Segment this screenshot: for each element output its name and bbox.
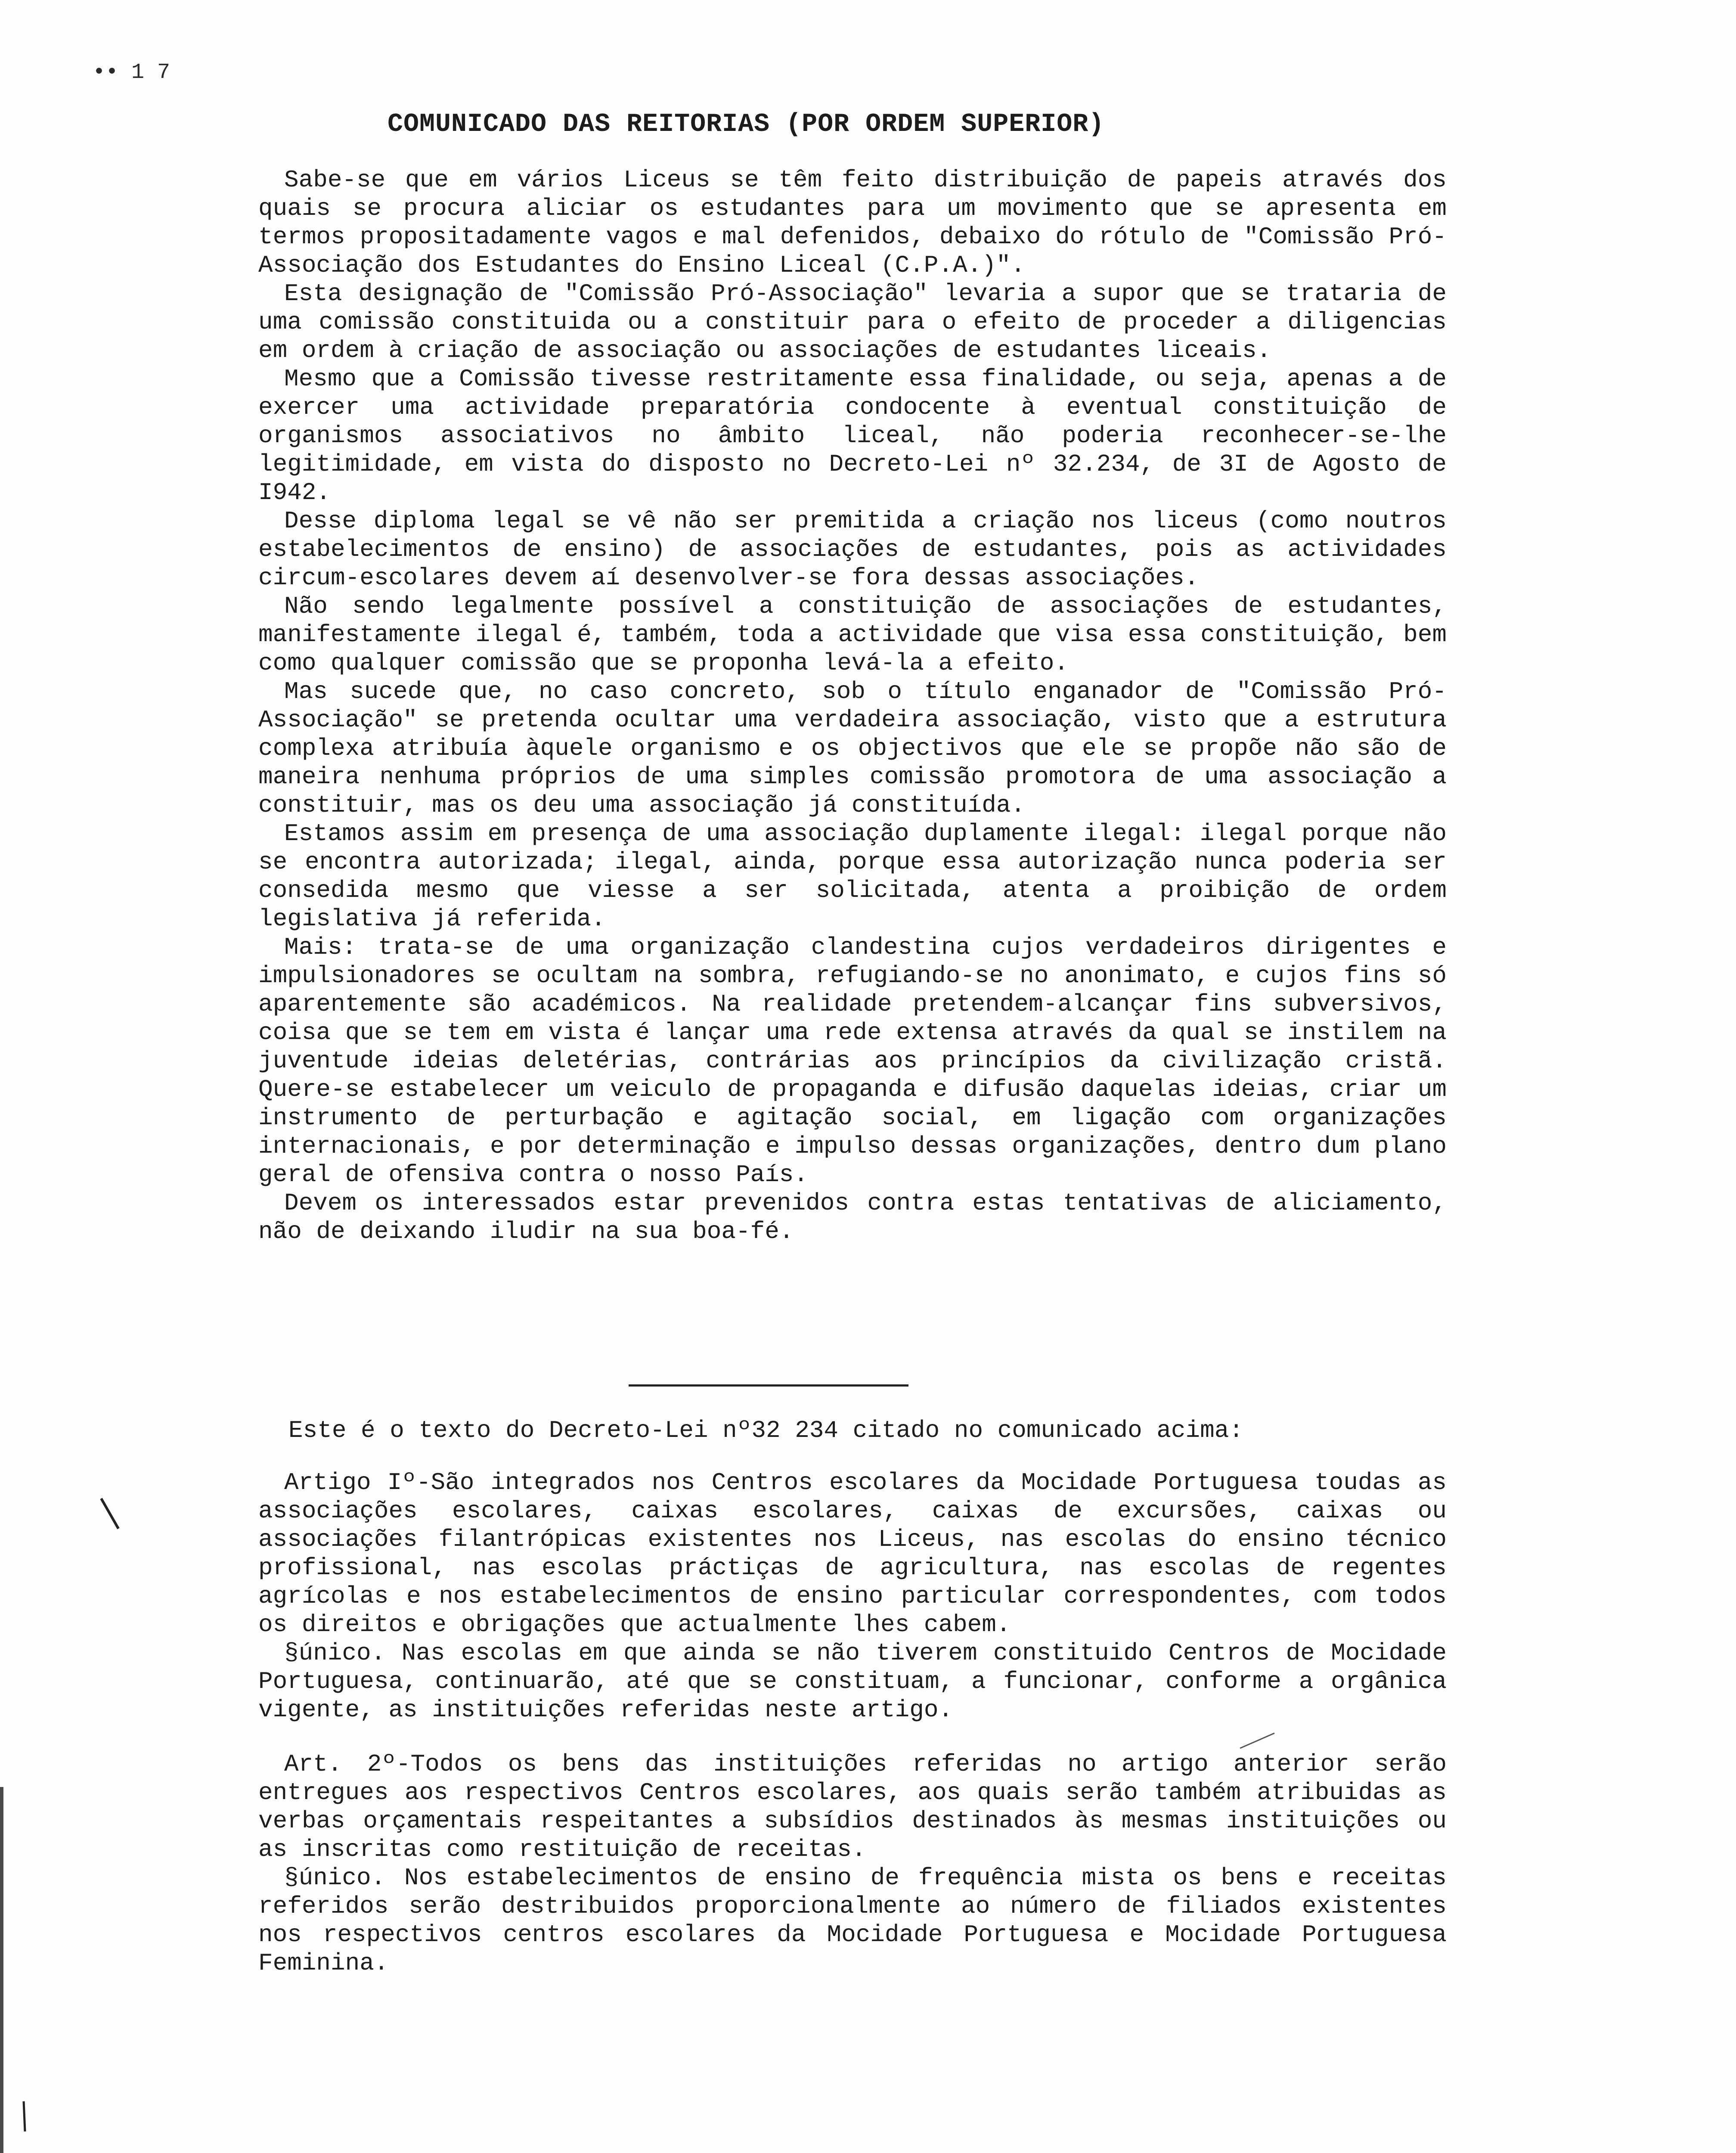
- communique-paragraph: Esta designação de "Comissão Pró-Associação" levaria a supor que se trataria de uma comissão constituida ou a constituir para o efeito de proceder a diligencias em ordem à criação de associação ou associações de estudantes liceais.: [258, 280, 1447, 364]
- communique-paragraph: Mas sucede que, no caso concreto, sob o título enganador de "Comissão Pró-Associação" se pretenda ocultar uma verdadeira associação, visto que a estrutura complexa atribuía àquele organismo e os objectivos que ele se propõe não são de maneira nenhuma próprios de uma simples comissão promotora de uma associação a constituir, mas os deu uma associação já constituída.: [258, 678, 1447, 819]
- article-text: Art. 2º-Todos os bens das instituições referidas no artigo anterior serão entregues aos respectivos Centros escolares, aos quais serão também atribuidas as verbas orçamentais respeitantes a subsídios destinados às mesmas instituições ou as inscritas como restituição de receitas.: [258, 1750, 1447, 1863]
- communique-paragraph: Mais: trata-se de uma organização clandestina cujos verdadeiros dirigentes e impulsionadores se ocultam na sombra, refugiando-se no anonimato, e cujos fins só aparentemente são académicos. Na realidade pretendem-alcançar fins subversivos, coisa que se tem em vista é lançar uma rede extensa através da qual se instilem na juventude ideias deletérias, contrárias aos princípios da civilização cristã. Quere-se estabelecer um veiculo de propaganda e difusão daquelas ideias, criar um instrumento de perturbação e agitação social, em ligação com organizações internacionais, e por determinação e impulso dessas organizações, dentro dum plano geral de ofensiva contra o nosso País.: [258, 934, 1447, 1188]
- article-unico: §único. Nas escolas em que ainda se não tiverem constituido Centros de Mocidade Portuguesa, continuarão, até que se constituam, a funcionar, conforme a orgânica vigente, as instituições referidas neste artigo.: [258, 1639, 1447, 1724]
- communique-paragraph: Não sendo legalmente possível a constituição de associações de estudantes, manifestamente ilegal é, também, toda a actividade que visa essa constituição, bem como qualquer comissão que se proponha levá-la a efeito.: [258, 593, 1447, 677]
- section-divider: [629, 1384, 908, 1387]
- communique-body: [258, 166, 1447, 1246]
- communique-paragraph: Estamos assim em presença de uma associação duplamente ilegal: ilegal porque não se encontra autorizada; ilegal, ainda, porque essa autorização nunca poderia ser consedida mesmo que viesse a ser solicitada, atenta a proibição de ordem legislativa já referida.: [258, 820, 1447, 933]
- communique-paragraph: Sabe-se que em vários Liceus se têm feito distribuição de papeis através dos quais se procura aliciar os estudantes para um movimento que se apresenta em termos propositadamente vagos e mal defenidos, debaixo do rótulo de "Comissão Pró-Associação dos Estudantes do Ensino Liceal (C.P.A.)".: [258, 166, 1447, 279]
- decree-article: [258, 1468, 1447, 1724]
- stray-stroke: [101, 1498, 118, 1529]
- article-text: Artigo Iº-São integrados nos Centros escolares da Mocidade Portuguesa toudas as associações escolares, caixas escolares, caixas de excursões, caixas ou associações filantrópicas existentes nos Liceus, nas escolas do ensino técnico profissional, nas escolas práctiças de agricultura, nas escolas de regentes agrícolas e nos estabelecimentos de ensino particular correspondentes, com todos os direitos e obrigações que actualmente lhes cabem.: [258, 1469, 1447, 1638]
- stray-stroke: [24, 2101, 25, 2131]
- decree-body: [258, 1468, 1447, 2003]
- article-unico: §único. Nos estabelecimentos de ensino de frequência mista os bens e receitas referidos serão destribuidos proporcionalmente ao número de filiados existentes nos respectivos centros escolares da Mocidade Portuguesa e Mocidade Portuguesa Feminina.: [258, 1864, 1447, 1977]
- decree-article: [258, 1750, 1447, 1977]
- page-title: COMUNICADO DAS REITORIAS (POR ORDEM SUPERIOR): [388, 110, 1105, 139]
- scan-edge: [0, 1787, 3, 2153]
- communique-paragraph: Mesmo que a Comissão tivesse restritamente essa finalidade, ou seja, apenas a de exercer uma actividade preparatória condocente à eventual constituição de organismos associativos no âmbito liceal, não poderia reconhecer-se-lhe legitimidade, em vista do disposto no Decreto-Lei nº 32.234, de 3I de Agosto de I942.: [258, 365, 1447, 506]
- decree-intro: Este é o texto do Decreto-Lei nº32 234 citado no comunicado acima:: [288, 1417, 1243, 1444]
- communique-paragraph: Desse diploma legal se vê não ser premitida a criação nos liceus (como noutros estabelecimentos de ensino) de associações de estudantes, pois as actividades circum-escolares devem aí desenvolver-se fora dessas associações.: [258, 507, 1447, 592]
- communique-paragraph: Devem os interessados estar prevenidos contra estas tentativas de aliciamento, não de deixando iludir na sua boa-fé.: [258, 1189, 1447, 1245]
- corner-mark: •• 1 7: [93, 60, 170, 85]
